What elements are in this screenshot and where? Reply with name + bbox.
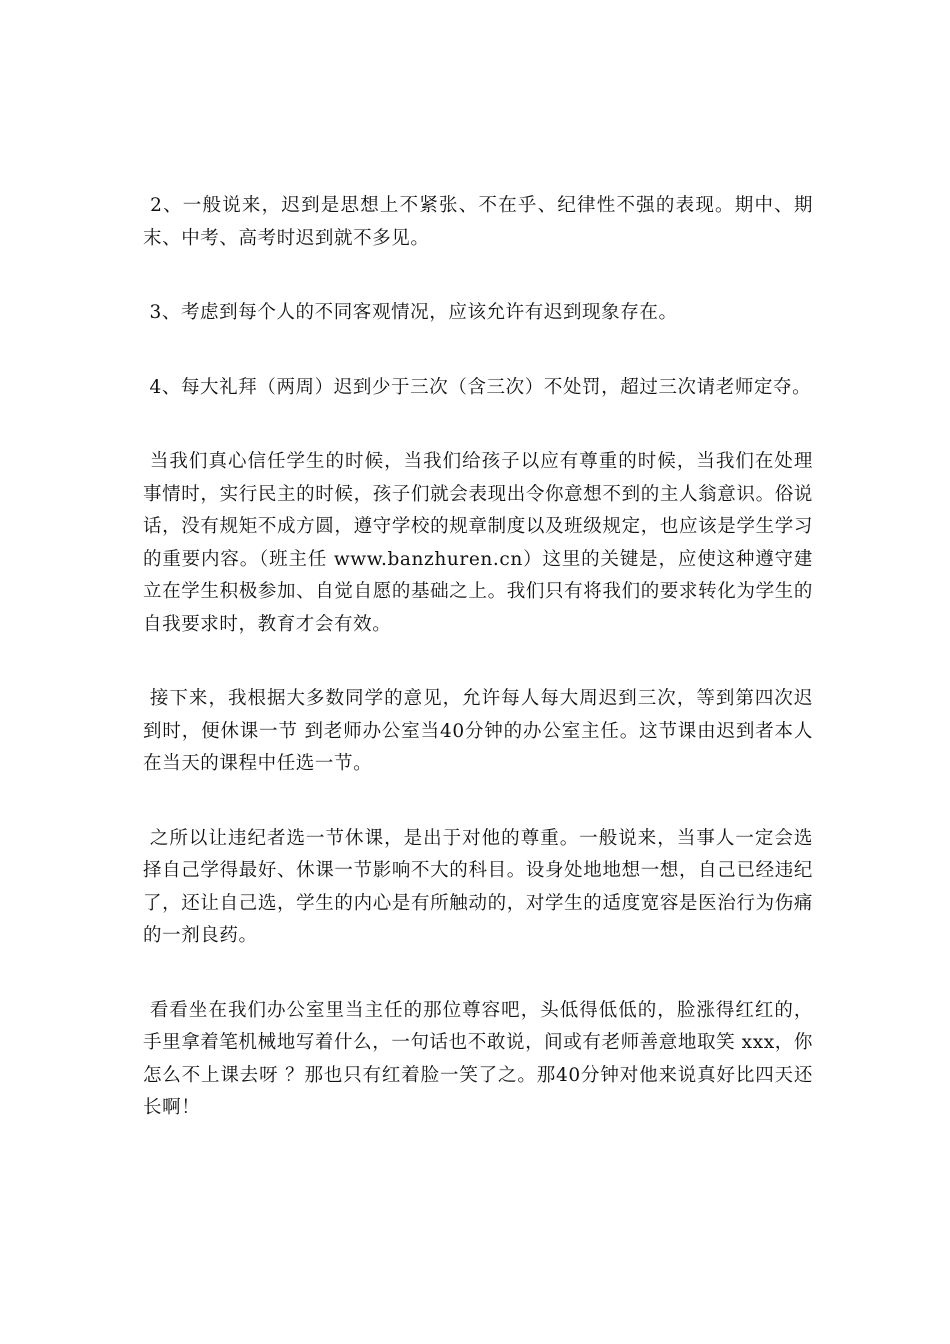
paragraph-trust-students: 当我们真心信任学生的时候，当我们给孩子以应有尊重的时候，当我们在处理事情时，实行民主的时候，孩子们就会表现出令你意想不到的主人翁意识。俗说话，没有规矩不成方圆，遵守学校的规章制度以及班级规定，也应该是学生学习的重要内容。（班主任 www.banzhuren.cn）这里的关键是，应使这种遵守建立在学生积极参加、自觉自愿的基础之上。我们只有将我们的要求转化为学生的自我要求时，教育才会有效。 xyxy=(143,451,814,635)
paragraph-office-scene: 看看坐在我们办公室里当主任的那位尊容吧，头低得低低的，脸涨得红红的，手里拿着笔机械地写着什么，一句话也不敢说，间或有老师善意地取笑 xxx，你怎么不上课去呀 ？那也只有红着脸一笑了之。那40分钟对他来说真好比四天还长啊！ xyxy=(143,999,814,1118)
paragraph-respect-choice: 之所以让违纪者选一节休课，是出于对他的尊重。一般说来，当事人一定会选择自己学得最好、休课一节影响不大的科目。设身处地地想一想，自己已经违纪了，还让自己选，学生的内心是有所触动的，对学生的适度宽容是医治行为伤痛的一剂良药。 xyxy=(143,827,814,946)
paragraph-item-3: 3、考虑到每个人的不同客观情况，应该允许有迟到现象存在。 xyxy=(143,302,678,323)
paragraph-lateness-rule: 接下来，我根据大多数同学的意见，允许每人每大周迟到三次，等到第四次迟到时，便休课一节 到老师办公室当40分钟的办公室主任。这节课由迟到者本人在当天的课程中任选一节。 xyxy=(143,688,814,774)
paragraph-item-4: 4、每大礼拜（两周）迟到少于三次（含三次）不处罚，超过三次请老师定夺。 xyxy=(143,376,812,398)
paragraph-item-2: 2、一般说来，迟到是思想上不紧张、不在乎、纪律性不强的表现。期中、期末、中考、高考时迟到就不多见。 xyxy=(143,195,813,249)
document-body xyxy=(143,190,813,1125)
